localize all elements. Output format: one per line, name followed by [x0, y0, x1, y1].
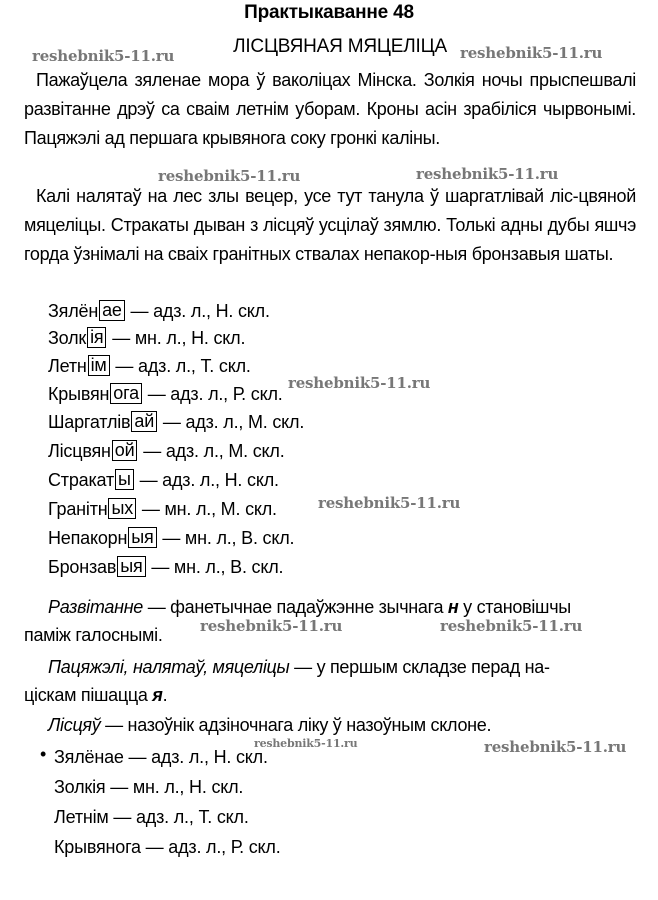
note-3 — [48, 711, 491, 740]
note-1-text: — фанетычнае падаўжэнне зычнага — [143, 597, 448, 617]
watermark: reshebnik5-11.ru — [416, 165, 559, 183]
analysis-row — [48, 496, 277, 522]
grammar-desc: — адз. л., Р. скл. — [147, 384, 283, 404]
word-stem: Бронзав — [48, 557, 117, 577]
watermark: reshebnik5-11.ru — [288, 374, 431, 392]
note-2-terms: Пацяжэлі, налятаў, мяцеліцы — [48, 657, 290, 677]
note-2-text: — у першым складзе перад на- — [289, 657, 550, 677]
grammar-desc: — мн. л., В. скл. — [151, 557, 284, 577]
analysis-row — [48, 298, 270, 324]
watermark: reshebnik5-11.ru — [460, 44, 603, 62]
watermark: reshebnik5-11.ru — [158, 167, 301, 185]
analysis-row — [48, 525, 294, 551]
word-stem: Лісцвян — [48, 441, 111, 461]
summary-item: Зялёнае — адз. л., Н. скл. — [54, 747, 268, 767]
ending-box: ыя — [128, 527, 156, 548]
ending-box: ыя — [117, 556, 145, 577]
analysis-row — [48, 409, 304, 435]
word-stem: Стракат — [48, 470, 114, 490]
analysis-row — [48, 438, 285, 464]
analysis-row — [48, 381, 283, 407]
watermark: reshebnik5-11.ru — [32, 47, 175, 65]
grammar-desc: — адз. л., Т. скл. — [115, 356, 251, 376]
grammar-desc: — мн. л., М. скл. — [141, 499, 277, 519]
grammar-desc: — адз. л., Н. скл. — [139, 470, 279, 490]
watermark: reshebnik5-11.ru — [254, 737, 358, 750]
summary-item: Крывянога — адз. л., Р. скл. — [54, 837, 281, 857]
analysis-row — [48, 467, 279, 493]
ending-box: ім — [88, 355, 110, 376]
exercise-heading: Практыкаванне 48 — [244, 2, 414, 23]
para-2-line-4: ныя бронзавыя шаты. — [435, 244, 614, 264]
paragraph-1 — [24, 66, 636, 153]
grammar-desc: — адз. л., Н. скл. — [130, 301, 270, 321]
word-stem: Шаргатлів — [48, 412, 131, 432]
note-3-term: Лісцяў — [48, 715, 101, 735]
watermark: reshebnik5-11.ru — [440, 617, 583, 635]
word-stem: Непакорн — [48, 528, 128, 548]
note-2-text-2: ціскам пішацца — [24, 685, 153, 705]
word-stem: Золк — [48, 328, 87, 348]
para-1-line-1: Пажаўцела зяленае мора ў ваколіцах Мінска. Золкія ночы — [36, 70, 523, 90]
summary-item: Летнім — адз. л., Т. скл. — [54, 807, 249, 827]
ending-box: ія — [87, 327, 106, 348]
grammar-desc: — мн. л., В. скл. — [162, 528, 295, 548]
ending-box: ы — [115, 469, 134, 490]
word-stem: Гранітн — [48, 499, 108, 519]
note-1-letter: н — [447, 597, 459, 617]
watermark: reshebnik5-11.ru — [484, 738, 627, 756]
note-2-period: . — [162, 685, 168, 705]
watermark: reshebnik5-11.ru — [318, 494, 461, 512]
para-2-line-1: Калі налятаў на лес злы вецер, усе тут танула ў шаргатлівай ліс- — [36, 186, 579, 206]
para-2-line-3: адны дубы яшчэ горда ўзнімалі на сваіх гранітных ствалах непакор- — [24, 215, 636, 264]
note-1-term: Развітанне — [48, 597, 144, 617]
analysis-row — [48, 353, 251, 379]
note-1-text-end: у становішчы — [458, 597, 571, 617]
note-2-line-2 — [24, 681, 167, 710]
note-2-line-1 — [48, 653, 550, 682]
grammar-desc: — адз. л., М. скл. — [162, 412, 305, 432]
ending-box: ых — [108, 498, 136, 519]
summary-item: Золкія — мн. л., Н. скл. — [54, 777, 244, 797]
analysis-row — [48, 325, 245, 351]
ending-box: ой — [112, 440, 138, 461]
grammar-desc: — адз. л., М. скл. — [143, 441, 285, 461]
bullet-icon: • — [40, 744, 47, 764]
text-title: ЛІСЦВЯНАЯ МЯЦЕЛІЦА — [233, 36, 447, 57]
para-2-line-2: цвяной мяцеліцы. Стракаты дыван з лісцяў усцілаў зямлю. Толькі — [24, 186, 636, 235]
para-1-line-2: прыспешвалі развітанне дрэў са сваім летнім уборам. Кроны — [24, 70, 636, 119]
note-1-line-2: паміж галоснымі. — [24, 625, 163, 645]
paragraph-2 — [24, 182, 636, 269]
ending-box: ае — [99, 300, 125, 321]
para-1-line-4: гронкі каліны. — [330, 128, 440, 148]
note-2-letter: я — [152, 685, 163, 705]
grammar-desc: — мн. л., Н. скл. — [112, 328, 246, 348]
note-3-text: — назоўнік адзіночнага ліку ў назоўным склоне. — [100, 715, 492, 735]
word-stem: Зялён — [48, 301, 99, 321]
para-1-line-3: асін зрабіліся чырвонымі. Пацяжэлі ад першага крывянога соку — [24, 99, 636, 148]
analysis-row — [48, 554, 283, 580]
watermark: reshebnik5-11.ru — [200, 617, 343, 635]
ending-box: ай — [131, 411, 157, 432]
word-stem: Крывян — [48, 384, 110, 404]
ending-box: ога — [110, 383, 142, 404]
word-stem: Летн — [48, 356, 87, 376]
